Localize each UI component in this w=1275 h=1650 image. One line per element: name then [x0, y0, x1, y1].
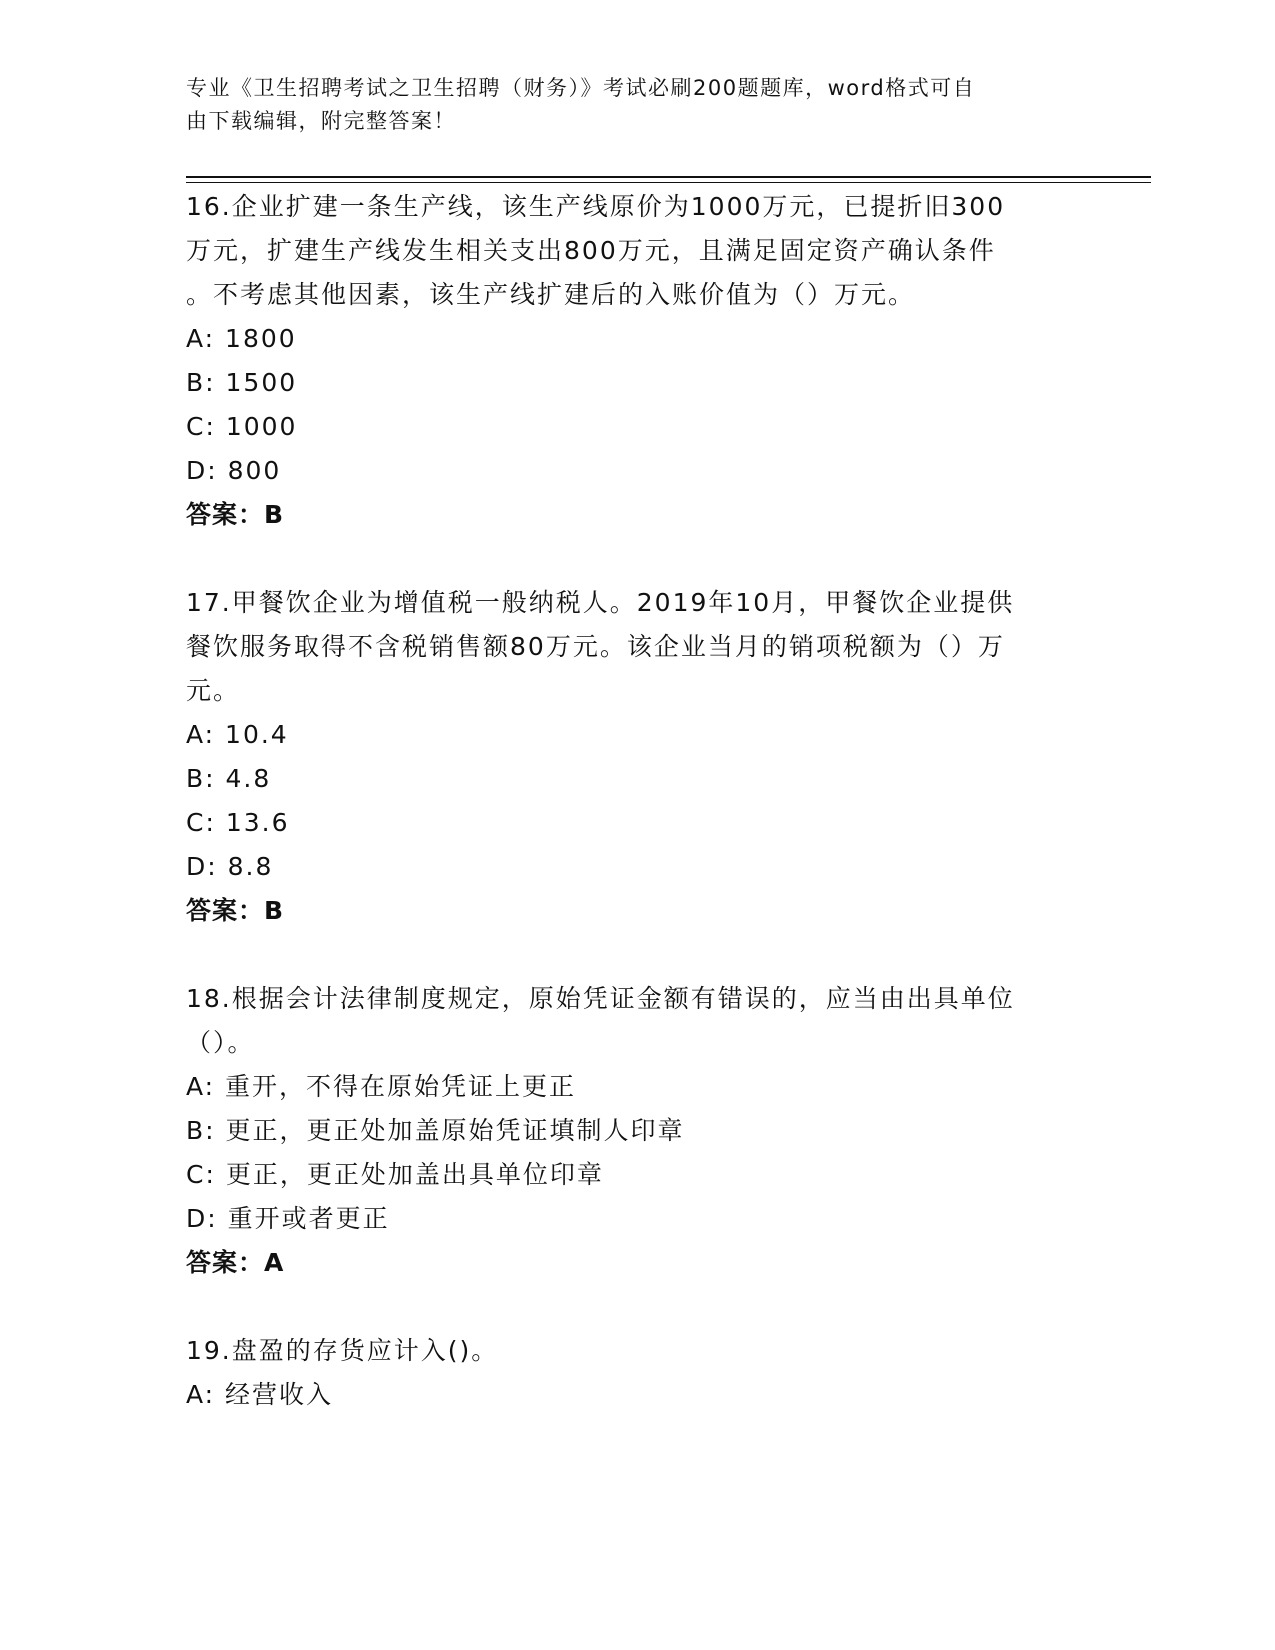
- header-line-1: 专业《卫生招聘考试之卫生招聘（财务）》考试必刷200题题库，word格式可自: [186, 76, 976, 100]
- question-16-option-a: A: 1800: [186, 324, 297, 353]
- question-16-stem-line-2: 万元，扩建生产线发生相关支出800万元，且满足固定资产确认条件: [186, 236, 996, 265]
- question-18-stem-line-1: 18.根据会计法律制度规定，原始凭证金额有错误的，应当由出具单位: [186, 984, 1015, 1013]
- question-17-option-b: B: 4.8: [186, 764, 272, 793]
- question-18-option-c: C: 更正，更正处加盖出具单位印章: [186, 1160, 604, 1189]
- question-16-option-b: B: 1500: [186, 368, 298, 397]
- question-18-stem-line-2: （）。: [186, 1028, 255, 1057]
- question-18-answer: 答案：A: [186, 1248, 285, 1277]
- question-17-stem-line-3: 元。: [186, 676, 241, 705]
- question-17-stem-line-1: 17.甲餐饮企业为增值税一般纳税人。2019年10月，甲餐饮企业提供: [186, 588, 1015, 617]
- question-17-option-c: C: 13.6: [186, 808, 290, 837]
- question-16-option-c: C: 1000: [186, 412, 298, 441]
- header-line-2: 由下载编辑，附完整答案！: [186, 109, 456, 133]
- question-17-option-a: A: 10.4: [186, 720, 289, 749]
- question-18-option-a: A: 重开，不得在原始凭证上更正: [186, 1072, 577, 1101]
- question-19-option-a: A: 经营收入: [186, 1380, 334, 1409]
- question-16-stem-line-3: 。不考虑其他因素，该生产线扩建后的入账价值为（）万元。: [186, 280, 916, 309]
- question-17-option-d: D: 8.8: [186, 852, 274, 881]
- document-header: [186, 72, 1066, 138]
- header-divider-thin: [186, 182, 1151, 183]
- question-17-stem-line-2: 餐饮服务取得不含税销售额80万元。该企业当月的销项税额为（）万: [186, 632, 1005, 661]
- question-18-option-d: D: 重开或者更正: [186, 1204, 390, 1233]
- question-19-stem-line-1: 19.盘盈的存货应计入()。: [186, 1336, 499, 1365]
- question-16-stem-line-1: 16.企业扩建一条生产线，该生产线原价为1000万元，已提折旧300: [186, 192, 1006, 221]
- header-divider-thick: [186, 176, 1151, 178]
- question-18-option-b: B: 更正，更正处加盖原始凭证填制人印章: [186, 1116, 685, 1145]
- question-16-answer: 答案：B: [186, 500, 285, 529]
- question-17-answer: 答案：B: [186, 896, 285, 925]
- question-16-option-d: D: 800: [186, 456, 282, 485]
